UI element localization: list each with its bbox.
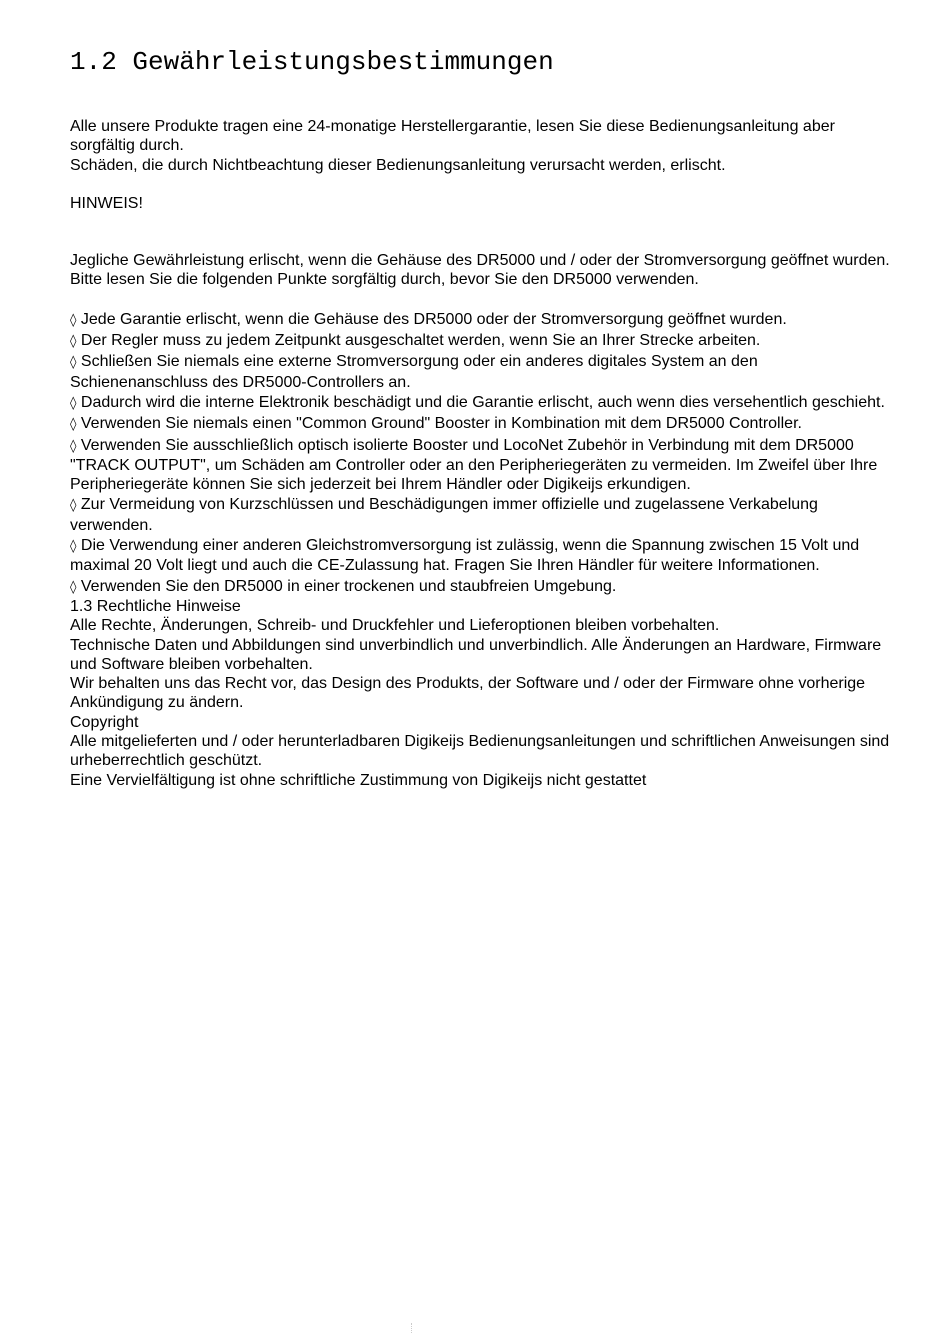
- intro-paragraph: Schäden, die durch Nichtbeachtung dieser Bedienungsanleitung verursacht werden, erlischt.: [70, 156, 726, 174]
- bullet-item: [70, 351, 890, 392]
- diamond-icon: ◊: [70, 579, 77, 595]
- bullet-text: Die Verwendung einer anderen Gleichstromversorgung ist zulässig, wenn die Spannung zwischen 15 Volt und maximal 20 Volt liegt und auch die CE-Zulassung hat. Fragen Sie Ihren Händler für weitere Informationen.: [70, 537, 860, 575]
- copyright-paragraph: Alle mitgelieferten und / oder herunterladbaren Digikeijs Bedienungsanleitungen und schriftlichen Anweisungen sind urheberrechtlich geschützt.: [70, 733, 890, 770]
- section-heading: 1.2 Gewährleistungsbestimmungen: [70, 47, 554, 77]
- bullet-item: [70, 330, 890, 351]
- bullet-text: Der Regler muss zu jedem Zeitpunkt ausgeschaltet werden, wenn Sie an Ihrer Strecke arbeiten.: [80, 332, 761, 350]
- page-footer-mark: [411, 1323, 414, 1333]
- diamond-icon: ◊: [70, 417, 77, 433]
- bullet-text: Verwenden Sie niemals einen "Common Ground" Booster in Kombination mit dem DR5000 Controller.: [80, 415, 802, 433]
- legal-heading: 1.3 Rechtliche Hinweise: [70, 597, 241, 615]
- notice-paragraph: Jegliche Gewährleistung erlischt, wenn die Gehäuse des DR5000 und / oder der Stromversorgung geöffnet wurden.: [70, 252, 890, 270]
- bullet-item: [70, 392, 890, 413]
- diamond-icon: ◊: [70, 498, 77, 514]
- intro-paragraph: Alle unsere Produkte tragen eine 24-monatige Herstellergarantie, lesen Sie diese Bedienungsanleitung aber sorgfältig durch.: [70, 118, 835, 155]
- bullet-item: [70, 494, 890, 535]
- bullet-item: [70, 309, 890, 330]
- bullet-item: [70, 576, 890, 597]
- diamond-icon: ◊: [70, 395, 77, 411]
- bullet-text: Schließen Sie niemals eine externe Stromversorgung oder ein anderes digitales System an den Schienenanschluss des DR5000-Controllers an.: [70, 353, 758, 391]
- diamond-icon: ◊: [70, 355, 77, 371]
- diamond-icon: ◊: [70, 539, 77, 555]
- bullet-text: Dadurch wird die interne Elektronik beschädigt und die Garantie erlischt, auch wenn dies versehentlich geschieht.: [80, 393, 885, 411]
- bullet-text: Zur Vermeidung von Kurzschlüssen und Beschädigungen immer offizielle und zugelassene Verkabelung verwenden.: [70, 496, 818, 534]
- copyright-heading: Copyright: [70, 713, 139, 731]
- document-body: [70, 117, 890, 790]
- diamond-icon: ◊: [70, 312, 77, 328]
- legal-paragraph: Wir behalten uns das Recht vor, das Design des Produkts, der Software und / oder der Firmware ohne vorherige Ankündigung zu ändern.: [70, 675, 866, 712]
- bullet-text: Verwenden Sie ausschließlich optisch isolierte Booster und LocoNet Zubehör in Verbindung mit dem DR5000 "TRACK OUTPUT", um Schäden am Controller oder an den Peripheriegeräten zu vermeiden. Im Zweifel über Ihre Peripheriegeräte können Sie sich jederzeit bei Ihrem Händler oder Digikeijs erkundigen.: [70, 436, 878, 494]
- bullet-item: [70, 435, 890, 495]
- diamond-icon: ◊: [70, 334, 77, 350]
- diamond-icon: ◊: [70, 438, 77, 454]
- legal-paragraph: Technische Daten und Abbildungen sind unverbindlich und unverbindlich. Alle Änderungen an Hardware, Firmware und Software bleiben vorbehalten.: [70, 636, 882, 673]
- bullet-text: Jede Garantie erlischt, wenn die Gehäuse des DR5000 oder der Stromversorgung geöffnet wurden.: [80, 310, 787, 328]
- notice-label: HINWEIS!: [70, 194, 143, 212]
- legal-paragraph: Alle Rechte, Änderungen, Schreib- und Druckfehler und Lieferoptionen bleiben vorbehalten.: [70, 617, 720, 635]
- bullet-item: [70, 413, 890, 434]
- bullet-item: [70, 535, 890, 576]
- copyright-paragraph: Eine Vervielfältigung ist ohne schriftliche Zustimmung von Digikeijs nicht gestattet: [70, 771, 647, 789]
- bullet-text: Verwenden Sie den DR5000 in einer trockenen und staubfreien Umgebung.: [80, 577, 617, 595]
- notice-paragraph: Bitte lesen Sie die folgenden Punkte sorgfältig durch, bevor Sie den DR5000 verwenden.: [70, 271, 699, 289]
